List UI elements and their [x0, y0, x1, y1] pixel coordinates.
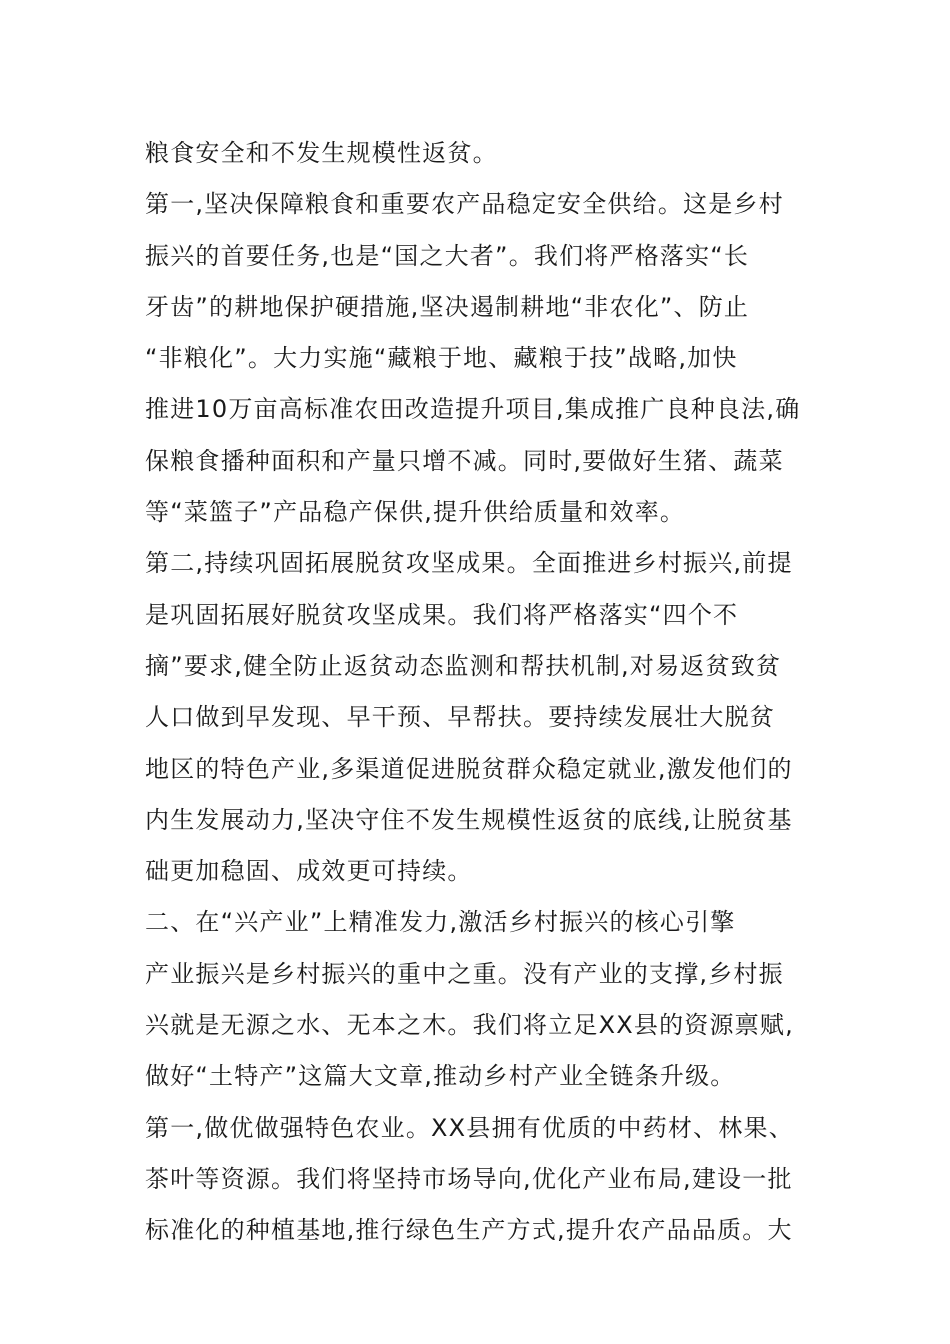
text-line: 茶叶等资源。我们将坚持市场导向,优化产业布局,建设一批: [145, 1164, 793, 1193]
text-line: 做好“土特产”这篇大文章,推动乡村产业全链条升级。: [145, 1062, 736, 1091]
text-line: 础更加稳固、成效更可持续。: [145, 857, 473, 886]
text-line: 兴就是无源之水、无本之木。我们将立足XX县的资源禀赋,: [145, 1011, 794, 1040]
text-line: 地区的特色产业,多渠道促进脱贫群众稳定就业,激发他们的: [145, 754, 793, 783]
text-line: 人口做到早发现、早干预、早帮扶。要持续发展壮大脱贫: [145, 703, 775, 732]
text-line: 标准化的种植基地,推行绿色生产方式,提升农产品品质。大: [145, 1216, 793, 1245]
text-line: 推进10万亩高标准农田改造提升项目,集成推广良种良法,确: [145, 395, 801, 424]
text-line: 是巩固拓展好脱贫攻坚成果。我们将严格落实“四个不: [145, 600, 739, 629]
text-line: 牙齿”的耕地保护硬措施,坚决遏制耕地“非农化”、防止: [145, 292, 750, 321]
text-line: “非粮化”。大力实施“藏粮于地、藏粮于技”战略,加快: [145, 344, 738, 373]
text-line: 保粮食播种面积和产量只增不减。同时,要做好生猪、蔬菜: [145, 446, 784, 475]
text-line: 振兴的首要任务,也是“国之大者”。我们将严格落实“长: [145, 241, 750, 270]
section-heading: 二、在“兴产业”上精准发力,激活乡村振兴的核心引擎: [145, 908, 736, 937]
text-line: 等“菜篮子”产品稳产保供,提升供给质量和效率。: [145, 498, 686, 527]
text-line: 第二,持续巩固拓展脱贫攻坚成果。全面推进乡村振兴,前提: [145, 549, 793, 578]
text-line: 内生发展动力,坚决守住不发生规模性返贫的底线,让脱贫基: [145, 805, 793, 834]
body-text: [145, 128, 810, 1257]
text-line: 第一,坚决保障粮食和重要农产品稳定安全供给。这是乡村: [145, 190, 784, 219]
text-line: 粮食安全和不发生规模性返贫。: [145, 139, 498, 167]
text-line: 产业振兴是乡村振兴的重中之重。没有产业的支撑,乡村振: [145, 959, 784, 988]
text-line: 第一,做优做强特色农业。XX县拥有优质的中药材、林果、: [145, 1113, 794, 1142]
text-line: 摘”要求,健全防止返贫动态监测和帮扶机制,对易返贫致贫: [145, 651, 782, 680]
